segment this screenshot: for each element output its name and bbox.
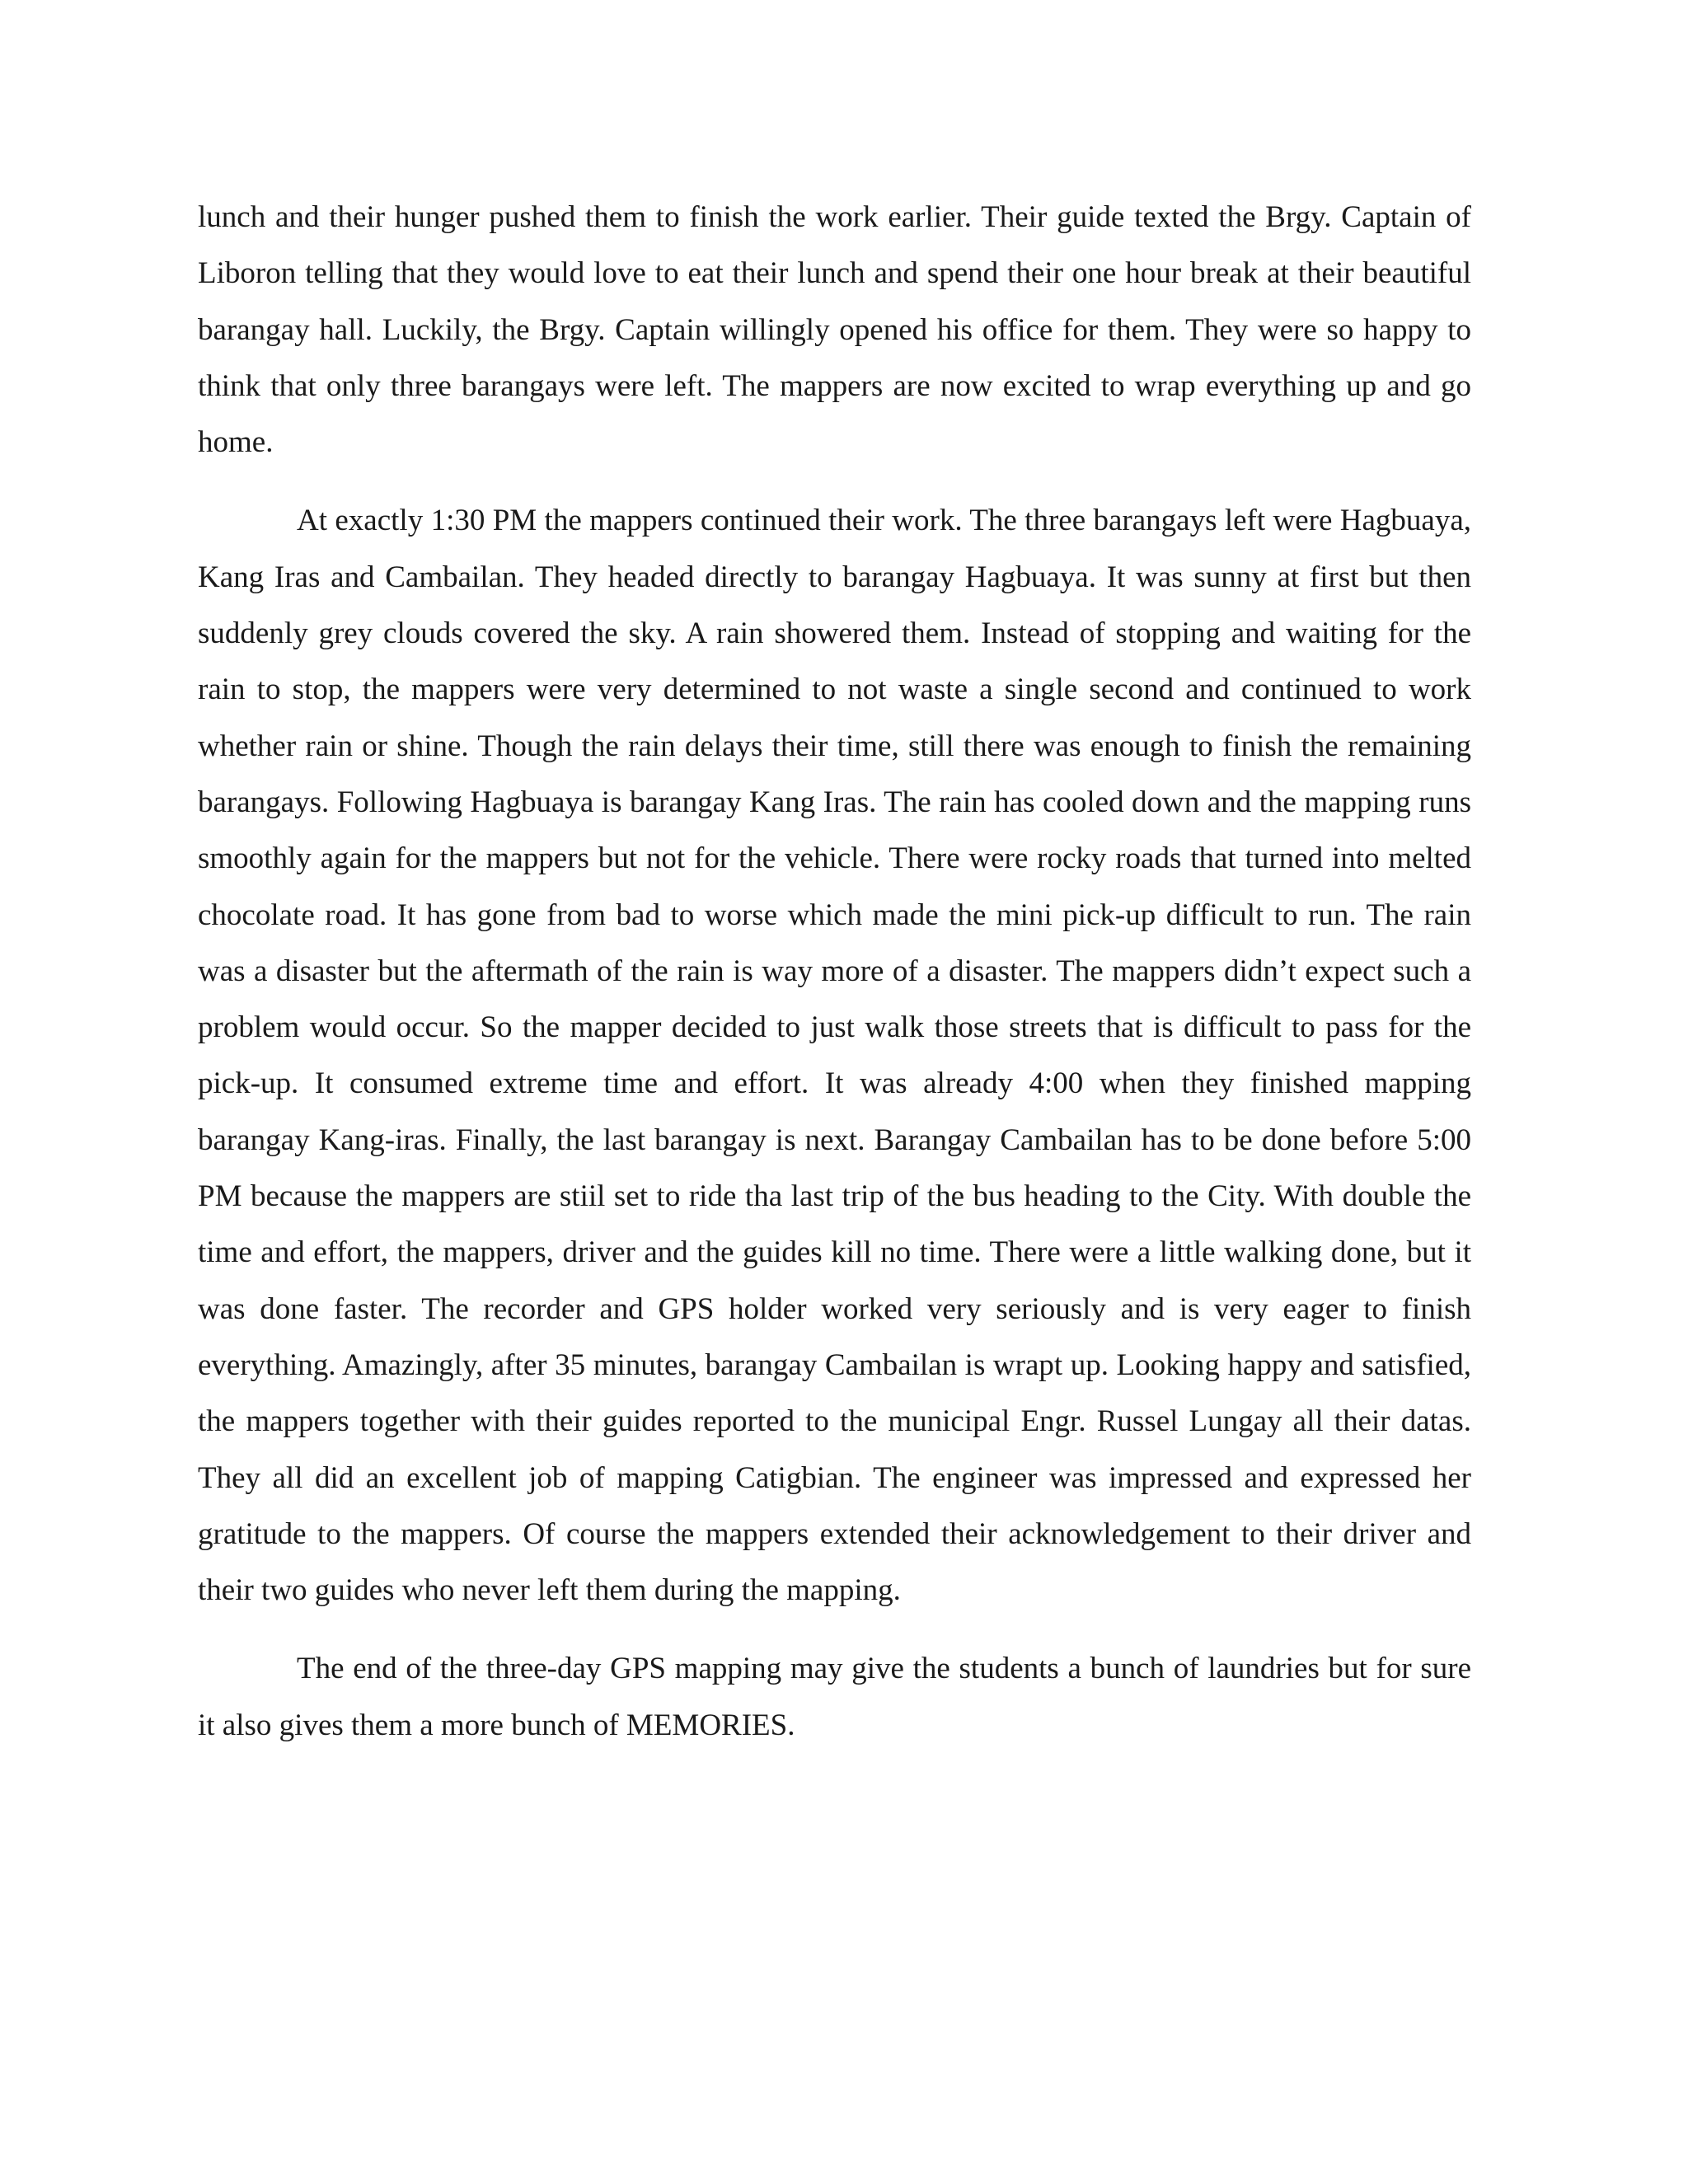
paragraph-1: lunch and their hunger pushed them to finish the work earlier. Their guide texted the Brgy. Captain of Liboron telling that they would love to eat their lunch and spend their one hour break at their beautiful barangay hall. Luckily, the Brgy. Captain willingly opened his office for them. They were so happy to think that only three barangays were left. The mappers are now excited to wrap everything up and go home. [198, 200, 1471, 460]
paragraph-2: At exactly 1:30 PM the mappers continued their work. The three barangays left were Hagbuaya, Kang Iras and Cambailan. They headed directly to barangay Hagbuaya. It was sunny at first but then suddenly grey clouds covered the sky. A rain showered them. Instead of stopping and waiting for the rain to stop, the mappers were very determined to not waste a single second and continued to work whether rain or shine. Though the rain delays their time, still there was enough to finish the remaining barangays. Following Hagbuaya is barangay Kang Iras. The rain has cooled down and the mapping runs smoothly again for the mappers but not for the vehicle. There were rocky roads that turned into melted chocolate road. It has gone from bad to worse which made the mini pick-up difficult to run. The rain was a disaster but the aftermath of the rain is way more of a disaster. The mappers didn’t expect such a problem would occur. So the mapper decided to just walk those streets that is difficult to pass for the pick-up. It consumed extreme time and effort. It was already 4:00 when they finished mapping barangay Kang-iras. Finally, the last barangay is next. Barangay Cambailan has to be done before 5:00 PM because the mappers are stiil set to ride tha last trip of the bus heading to the City. With double the time and effort, the mappers, driver and the guides kill no time. There were a little walking done, but it was done faster. The recorder and GPS holder worked very seriously and is very eager to finish everything. Amazingly, after 35 minutes, barangay Cambailan is wrapt up. Looking happy and satisfied, the mappers together with their guides reported to the municipal Engr. Russel Lungay all their datas. They all did an excellent job of mapping Catigbian. The engineer was impressed and expressed her gratitude to the mappers. Of course the mappers extended their acknowledgement to their driver and their two guides who never left them during the mapping. [198, 504, 1471, 1608]
document-body [198, 190, 1471, 1754]
paragraph-3: The end of the three-day GPS mapping may give the students a bunch of laundries but for sure it also gives them a more bunch of MEMORIES. [198, 1652, 1471, 1742]
